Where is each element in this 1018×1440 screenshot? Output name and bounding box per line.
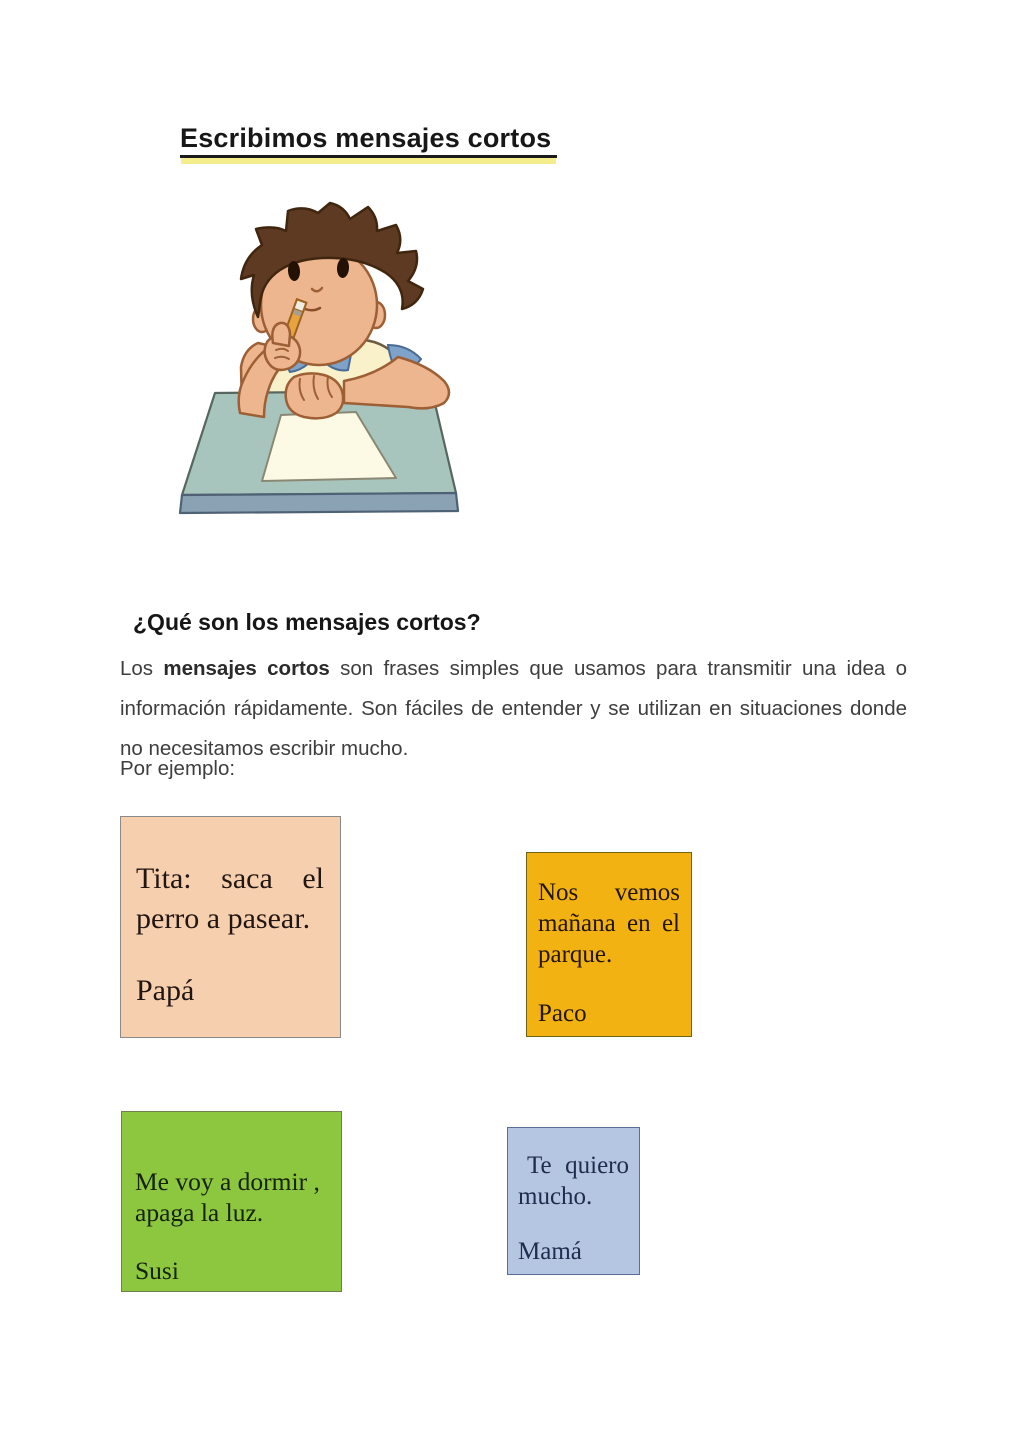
note-card-mama: [507, 1127, 640, 1275]
intro-paragraph: [120, 649, 907, 769]
paragraph-rest: son frases simples que usamos para transmitir una idea o información rápidamente. Son fáciles de entender y se utilizan en situaciones donde no necesitamos escribir mucho.: [120, 657, 907, 760]
note-message: Me voy a dormir , apaga la luz.: [135, 1167, 320, 1227]
note-message: Te quiero mucho.: [518, 1152, 629, 1210]
note-card-paco: [526, 852, 692, 1037]
note-signature: Mamá: [518, 1238, 582, 1265]
example-label: Por ejemplo:: [120, 757, 236, 780]
note-signature: Papá: [136, 974, 195, 1007]
section-heading: ¿Qué son los mensajes cortos?: [133, 609, 481, 635]
paragraph-bold-term: mensajes cortos: [163, 657, 330, 680]
title-highlighted-text: Escribimos mensajes cortos: [180, 123, 557, 158]
boy-thinking-illustration: [178, 195, 488, 545]
paragraph-prefix: Los: [120, 657, 164, 680]
left-index-finger: [272, 323, 290, 346]
page-title: [180, 123, 557, 158]
note-signature: Susi: [135, 1256, 179, 1285]
desk-front: [180, 493, 458, 513]
note-card-susi: [121, 1111, 342, 1292]
note-message: Tita: saca el perro a pasear.: [136, 862, 324, 935]
note-signature: Paco: [538, 1000, 587, 1027]
note-message: Nos vemos mañana en el parque.: [538, 879, 680, 968]
note-card-papa: [120, 816, 341, 1038]
